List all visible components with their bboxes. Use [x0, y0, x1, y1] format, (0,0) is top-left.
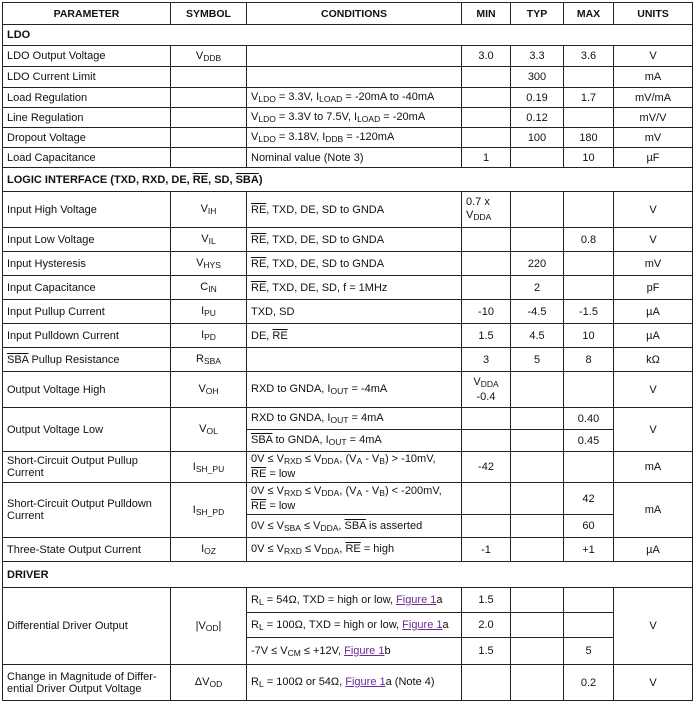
symbol-cell [171, 148, 247, 168]
conditions-cell: $\overline{RE}$, TXD, DE, SD to GNDA [247, 192, 462, 228]
symbol-cell [171, 108, 247, 128]
min-cell: 3 [462, 348, 511, 372]
min-cell [462, 276, 511, 300]
table-row [3, 588, 693, 613]
header-min: MIN [462, 3, 511, 25]
conditions-cell: $V_{LDO} = 3.3V$, $I_{LOAD} = -20mA$ to -40mA [247, 88, 462, 108]
max-cell: 42 [564, 483, 614, 515]
symbol-cell: $I_{OZ}$ [171, 538, 247, 562]
param-cell: Input Hysteresis [3, 252, 171, 276]
table-row [3, 348, 693, 372]
conditions-cell: $\overline{RE}$, TXD, DE, SD to GNDA [247, 252, 462, 276]
min-cell: 1.5 [462, 324, 511, 348]
param-cell: Output Voltage Low [3, 408, 171, 452]
header-conditions: CONDITIONS [247, 3, 462, 25]
typ-cell [511, 613, 564, 638]
typ-cell: 0.19 [511, 88, 564, 108]
section-logic-interface [3, 168, 693, 192]
min-cell: -1 [462, 538, 511, 562]
max-cell: 0.45 [564, 430, 614, 452]
param-cell: Input Pulldown Current [3, 324, 171, 348]
typ-cell [511, 638, 564, 665]
typ-cell: 0.12 [511, 108, 564, 128]
symbol-cell: $R_{SBA}$ [171, 348, 247, 372]
min-cell [462, 430, 511, 452]
units-cell: V [614, 665, 693, 701]
units-cell: V [614, 372, 693, 408]
table-row [3, 252, 693, 276]
units-cell: µA [614, 538, 693, 562]
conditions-cell: $0V \le V_{RXD} \le V_{DDA}$, $(V_A - V_B) < -200mV$, $\overline{RE}$ = low [247, 483, 462, 515]
conditions-cell: $\overline{RE}$, TXD, DE, SD to GNDA [247, 228, 462, 252]
table-row [3, 88, 693, 108]
typ-cell [511, 665, 564, 701]
table-row [3, 67, 693, 88]
max-cell: -1.5 [564, 300, 614, 324]
conditions-cell: $R_L = 100\Omega$, TXD = high or low, Figure 1a [247, 613, 462, 638]
conditions-cell: $R_L = 100\Omega$ or 54Ω, Figure 1a (Note 4) [247, 665, 462, 701]
section-title: LDO [3, 25, 693, 46]
conditions-cell: TXD, SD [247, 300, 462, 324]
max-cell: 3.6 [564, 46, 614, 67]
table-row [3, 483, 693, 515]
symbol-cell [171, 128, 247, 148]
units-cell: mA [614, 452, 693, 483]
max-cell [564, 613, 614, 638]
max-cell [564, 452, 614, 483]
conditions-cell: DE, $\overline{RE}$ [247, 324, 462, 348]
figure-link[interactable]: Figure 1 [344, 644, 385, 657]
max-cell: 0.40 [564, 408, 614, 430]
conditions-cell: $0V \le V_{SBA} \le V_{DDA}$, $\overline{SBA}$ is asserted [247, 515, 462, 538]
conditions-cell: $0V \le V_{RXD} \le V_{DDA}$, $\overline{RE}$ = high [247, 538, 462, 562]
max-cell: 180 [564, 128, 614, 148]
min-cell: 1.5 [462, 588, 511, 613]
min-cell [462, 108, 511, 128]
max-cell [564, 108, 614, 128]
typ-cell [511, 148, 564, 168]
table-row [3, 300, 693, 324]
typ-cell [511, 192, 564, 228]
symbol-cell: $I_{SH\_PD}$ [171, 483, 247, 538]
header-units: UNITS [614, 3, 693, 25]
max-cell [564, 588, 614, 613]
max-cell: 1.7 [564, 88, 614, 108]
symbol-cell: $I_{PD}$ [171, 324, 247, 348]
units-cell: mV/V [614, 108, 693, 128]
units-cell: mA [614, 483, 693, 538]
param-cell: Short-Circuit Output Pulldown Current [3, 483, 171, 538]
symbol-cell: $V_{IH}$ [171, 192, 247, 228]
units-cell: mV [614, 252, 693, 276]
min-cell [462, 128, 511, 148]
symbol-cell: $C_{IN}$ [171, 276, 247, 300]
min-cell [462, 228, 511, 252]
typ-cell [511, 408, 564, 430]
max-cell [564, 276, 614, 300]
max-cell: 10 [564, 148, 614, 168]
param-cell: Change in Magnitude of Differ-ential Driver Output Voltage [3, 665, 171, 701]
min-cell: 1.5 [462, 638, 511, 665]
min-cell [462, 483, 511, 515]
param-cell: Input Capacitance [3, 276, 171, 300]
max-cell [564, 252, 614, 276]
typ-cell: 3.3 [511, 46, 564, 67]
units-cell: mV/mA [614, 88, 693, 108]
table-row [3, 228, 693, 252]
units-cell: V [614, 192, 693, 228]
units-cell: V [614, 588, 693, 665]
max-cell: 10 [564, 324, 614, 348]
conditions-cell: $0V \le V_{RXD} \le V_{DDA}$, $(V_A - V_B) > -10mV$, $\overline{RE}$ = low [247, 452, 462, 483]
min-cell: 3.0 [462, 46, 511, 67]
min-cell [462, 88, 511, 108]
typ-cell: 220 [511, 252, 564, 276]
typ-cell [511, 372, 564, 408]
param-cell: Input High Voltage [3, 192, 171, 228]
table-row [3, 192, 693, 228]
max-cell: 8 [564, 348, 614, 372]
symbol-cell [171, 88, 247, 108]
min-cell [462, 67, 511, 88]
header-symbol: SYMBOL [171, 3, 247, 25]
symbol-cell: $I_{PU}$ [171, 300, 247, 324]
typ-cell: 100 [511, 128, 564, 148]
typ-cell [511, 430, 564, 452]
section-driver [3, 562, 693, 588]
typ-cell [511, 538, 564, 562]
min-cell: 2.0 [462, 613, 511, 638]
min-cell: -10 [462, 300, 511, 324]
conditions-cell: $\overline{SBA}$ to GNDA, $I_{OUT} = 4mA$ [247, 430, 462, 452]
min-cell [462, 252, 511, 276]
section-title: LOGIC INTERFACE (TXD, RXD, DE, $\overline{RE}$, SD, $\overline{SBA}$) [3, 168, 693, 192]
table-row [3, 665, 693, 701]
units-cell: µA [614, 300, 693, 324]
typ-cell: 5 [511, 348, 564, 372]
min-cell: 1 [462, 148, 511, 168]
electrical-characteristics-table [2, 2, 693, 701]
units-cell: V [614, 408, 693, 452]
param-cell: Load Capacitance [3, 148, 171, 168]
param-cell: Line Regulation [3, 108, 171, 128]
table-row [3, 452, 693, 483]
units-cell: mV [614, 128, 693, 148]
units-cell: mA [614, 67, 693, 88]
table-row [3, 324, 693, 348]
param-cell: LDO Output Voltage [3, 46, 171, 67]
typ-cell: 4.5 [511, 324, 564, 348]
conditions-cell: RXD to GNDA, $I_{OUT} = -4mA$ [247, 372, 462, 408]
figure-link[interactable]: Figure 1 [396, 593, 437, 606]
conditions-cell: $V_{LDO} = 3.3V$ to 7.5V, $I_{LOAD} = -20mA$ [247, 108, 462, 128]
symbol-cell: $V_{DDB}$ [171, 46, 247, 67]
units-cell: µF [614, 148, 693, 168]
min-cell: 0.7 x $V_{DDA}$ [462, 192, 511, 228]
table-row [3, 148, 693, 168]
conditions-cell [247, 348, 462, 372]
param-cell: Input Low Voltage [3, 228, 171, 252]
conditions-cell: $-7V \le V_{CM} \le +12V$, Figure 1b [247, 638, 462, 665]
param-cell: LDO Current Limit [3, 67, 171, 88]
conditions-cell: $R_L = 54\Omega$, TXD = high or low, Figure 1a [247, 588, 462, 613]
max-cell: +1 [564, 538, 614, 562]
min-cell: -42 [462, 452, 511, 483]
symbol-cell: $V_{HYS}$ [171, 252, 247, 276]
min-cell [462, 408, 511, 430]
typ-cell [511, 588, 564, 613]
symbol-cell: $V_{OH}$ [171, 372, 247, 408]
min-cell [462, 665, 511, 701]
symbol-cell [171, 67, 247, 88]
max-cell [564, 192, 614, 228]
table-row [3, 276, 693, 300]
units-cell: V [614, 46, 693, 67]
param-cell: Three-State Output Current [3, 538, 171, 562]
max-cell [564, 67, 614, 88]
symbol-cell: $I_{SH\_PU}$ [171, 452, 247, 483]
param-cell: Output Voltage High [3, 372, 171, 408]
symbol-cell: $V_{OL}$ [171, 408, 247, 452]
table-row [3, 128, 693, 148]
table-row [3, 372, 693, 408]
min-cell: $V_{DDA}$ -0.4 [462, 372, 511, 408]
section-title: DRIVER [3, 562, 693, 588]
table-row [3, 408, 693, 430]
max-cell: 0.2 [564, 665, 614, 701]
figure-link[interactable]: Figure 1 [345, 676, 386, 688]
typ-cell: 2 [511, 276, 564, 300]
conditions-cell: $\overline{RE}$, TXD, DE, SD, f = 1MHz [247, 276, 462, 300]
param-cell: Differential Driver Output [3, 588, 171, 665]
table-row [3, 46, 693, 67]
units-cell: V [614, 228, 693, 252]
conditions-cell: $V_{LDO} = 3.18V$, $I_{DDB} = -120mA$ [247, 128, 462, 148]
typ-cell: -4.5 [511, 300, 564, 324]
typ-cell [511, 515, 564, 538]
typ-cell [511, 452, 564, 483]
units-cell: µA [614, 324, 693, 348]
symbol-cell: $V_{IL}$ [171, 228, 247, 252]
header-row [3, 3, 693, 25]
param-cell: $\overline{SBA}$ Pullup Resistance [3, 348, 171, 372]
header-max: MAX [564, 3, 614, 25]
param-cell: Load Regulation [3, 88, 171, 108]
units-cell: kΩ [614, 348, 693, 372]
symbol-cell: $\Delta V_{OD}$ [171, 665, 247, 701]
units-cell: pF [614, 276, 693, 300]
max-cell: 60 [564, 515, 614, 538]
max-cell: 5 [564, 638, 614, 665]
header-typ: TYP [511, 3, 564, 25]
table-row [3, 108, 693, 128]
typ-cell [511, 483, 564, 515]
symbol-cell: $|V_{OD}|$ [171, 588, 247, 665]
param-cell: Short-Circuit Output Pullup Current [3, 452, 171, 483]
section-ldo [3, 25, 693, 46]
table-row [3, 538, 693, 562]
max-cell: 0.8 [564, 228, 614, 252]
figure-link[interactable]: Figure 1 [402, 618, 443, 631]
conditions-cell [247, 67, 462, 88]
param-cell: Input Pullup Current [3, 300, 171, 324]
conditions-cell: RXD to GNDA, $I_{OUT} = 4mA$ [247, 408, 462, 430]
conditions-cell [247, 46, 462, 67]
param-cell: Dropout Voltage [3, 128, 171, 148]
typ-cell [511, 228, 564, 252]
header-parameter: PARAMETER [3, 3, 171, 25]
max-cell [564, 372, 614, 408]
min-cell [462, 515, 511, 538]
conditions-cell: Nominal value (Note 3) [247, 148, 462, 168]
typ-cell: 300 [511, 67, 564, 88]
